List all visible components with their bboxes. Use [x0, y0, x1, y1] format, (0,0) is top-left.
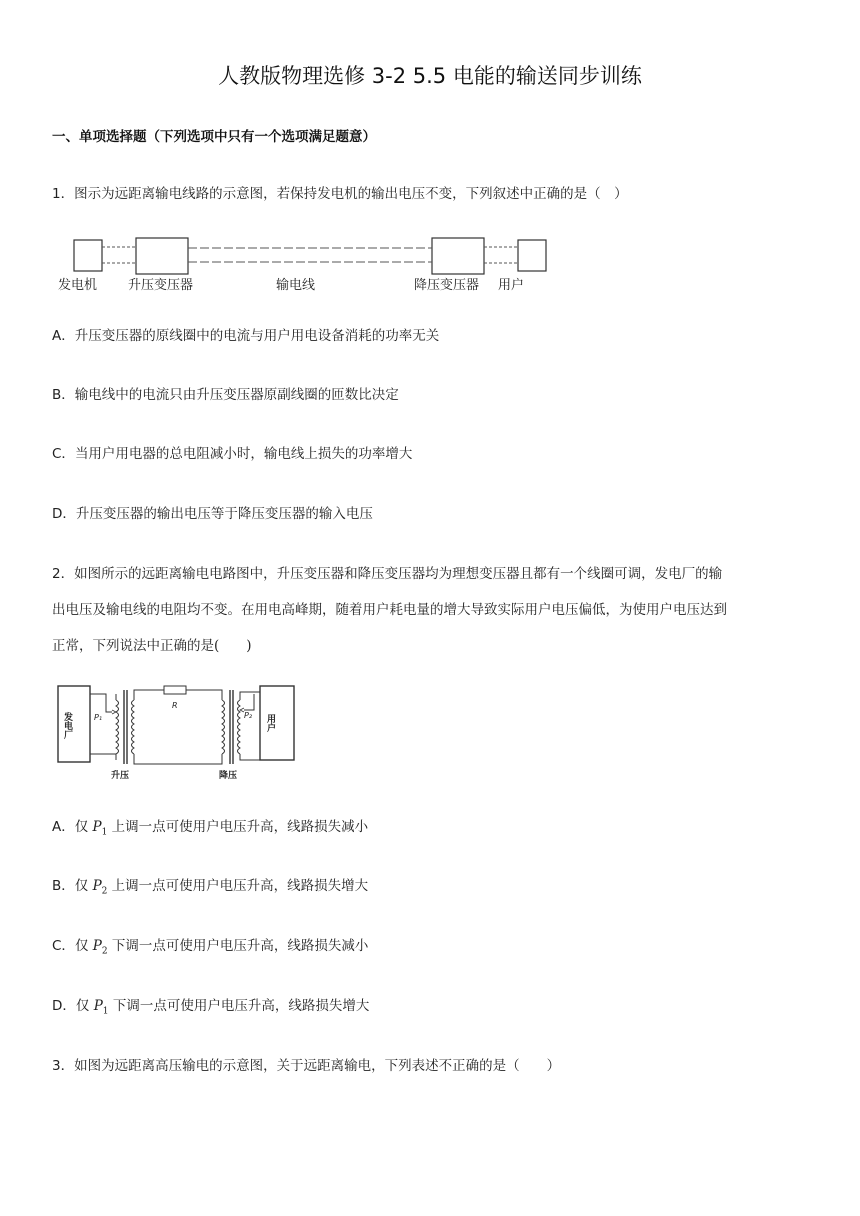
resistor-r: [164, 686, 186, 694]
option-text: 上调一点可使用户电压升高，线路损失增大: [107, 878, 369, 894]
label-generator: 发电机: [58, 278, 98, 293]
question-stem: 如图为远距离高压输电的示意图，关于远距离输电，下列表述不正确的是（ ）: [74, 1058, 561, 1074]
option-letter: B．: [52, 878, 75, 894]
primary-coil-1: [116, 700, 119, 754]
label-step-down-2: 降压: [219, 771, 238, 781]
option-text: 升压变压器的输出电压等于降压变压器的输入电压: [75, 506, 373, 522]
question-stem-line-1: 如图所示的远距离输电电路图中，升压变压器和降压变压器均为理想变压器且都有一个线圈可调，发电厂的输: [74, 566, 723, 582]
option-text: 当用户用电器的总电阻减小时，输电线上损失的功率增大: [74, 446, 413, 462]
primary-coil-2: [222, 700, 225, 754]
q2-option-c: [52, 937, 368, 961]
option-text: 输电线中的电流只由升压变压器原副线圈的匝数比决定: [74, 387, 399, 403]
option-symbol: P: [92, 938, 102, 954]
option-prefix: 仅: [74, 938, 93, 954]
option-letter: A．: [52, 328, 75, 344]
label-user-2: 用户: [265, 714, 275, 732]
option-symbol: P: [93, 998, 103, 1014]
q1-option-c: [52, 445, 412, 463]
user-box: [518, 240, 546, 271]
question-1: [52, 185, 628, 203]
option-letter: D．: [52, 506, 76, 522]
option-letter: C．: [52, 938, 75, 954]
option-text: 下调一点可使用户电压升高，线路损失减小: [107, 938, 369, 954]
option-letter: D．: [52, 998, 76, 1014]
question-number: 3．: [52, 1058, 75, 1074]
label-r: R: [172, 701, 178, 710]
label-plant: 发电厂: [62, 712, 72, 739]
label-p2: P₂: [244, 711, 253, 720]
secondary-coil-2: [238, 700, 241, 754]
transmission-diagram-2: [54, 682, 304, 784]
option-letter: A．: [52, 819, 75, 835]
question-2: [52, 565, 722, 583]
step-down-box: [432, 238, 484, 274]
question-stem: 图示为远距离输电线路的示意图，若保持发电机的输出电压不变，下列叙述中正确的是（ ）: [74, 186, 628, 202]
option-text: 上调一点可使用户电压升高，线路损失减小: [107, 819, 369, 835]
question-stem-line-2: 出电压及输电线的电阻均不变。在用电高峰期，随着用户耗电量的增大导致实际用户电压偏低，为使用户电压达到: [52, 602, 727, 618]
option-text: 下调一点可使用户电压升高，线路损失增大: [108, 998, 370, 1014]
generator-box: [74, 240, 102, 271]
option-prefix: 仅: [75, 998, 94, 1014]
option-prefix: 仅: [74, 878, 93, 894]
step-up-box: [136, 238, 188, 274]
label-step-down: 降压变压器: [414, 278, 480, 293]
label-step-up: 升压变压器: [128, 278, 194, 293]
option-symbol: P: [92, 819, 102, 835]
label-p1: P₁: [94, 713, 103, 722]
q2-option-d: [52, 997, 369, 1021]
option-text: 升压变压器的原线圈中的电流与用户用电设备消耗的功率无关: [74, 328, 440, 344]
q2-option-b: [52, 877, 368, 901]
question-number: 1．: [52, 186, 75, 202]
option-subscript: 2: [101, 886, 108, 897]
option-letter: B．: [52, 387, 75, 403]
label-user: 用户: [498, 278, 525, 293]
q2-option-a: [52, 818, 368, 842]
question-stem-line-3: 正常，下列说法中正确的是( ): [52, 638, 252, 654]
label-line: 输电线: [276, 278, 316, 293]
secondary-coil-1: [132, 700, 135, 754]
section-heading: 一、单项选择题（下列选项中只有一个选项满足题意）: [52, 129, 376, 145]
option-subscript: 2: [101, 946, 108, 957]
label-step-up-2: 升压: [111, 771, 130, 781]
page-title: 人教版物理选修 3-2 5.5 电能的输送同步训练: [218, 64, 642, 88]
option-subscript: 1: [101, 827, 108, 838]
option-prefix: 仅: [74, 819, 93, 835]
q1-option-b: [52, 386, 399, 404]
option-symbol: P: [92, 878, 102, 894]
question-3: [52, 1057, 560, 1075]
q1-option-a: [52, 327, 439, 345]
question-number: 2．: [52, 566, 75, 582]
transmission-diagram-1: [58, 232, 558, 294]
q1-option-d: [52, 505, 373, 523]
option-letter: C．: [52, 446, 75, 462]
option-subscript: 1: [102, 1006, 109, 1017]
